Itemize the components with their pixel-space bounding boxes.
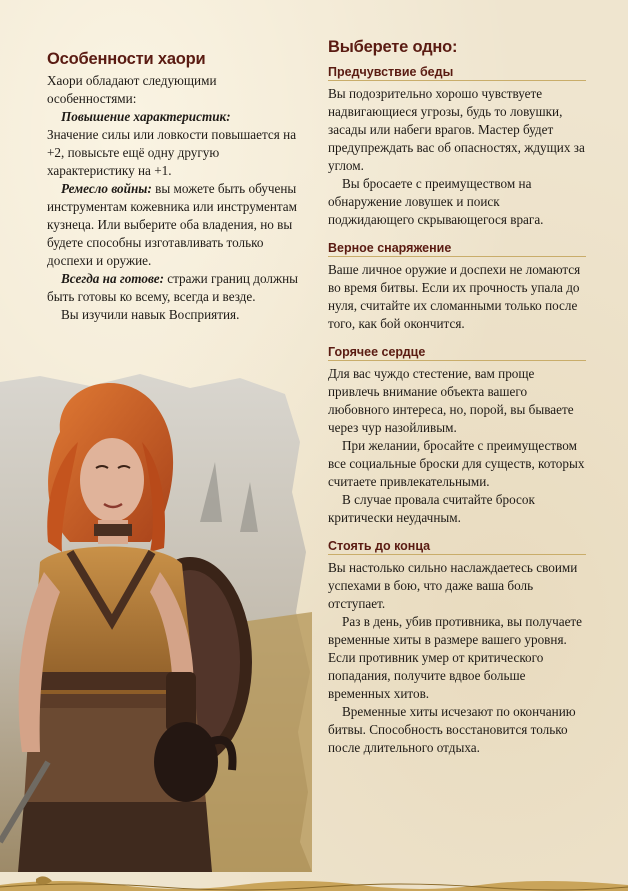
option-trusty-gear	[328, 241, 586, 333]
outro-text: Вы изучили навык Восприятия.	[61, 307, 240, 322]
trait-ability-increase	[47, 108, 300, 126]
choose-one-title: Выберете одно:	[328, 38, 458, 56]
trait-always-ready	[47, 270, 300, 306]
option-paragraph: В случае провала считайте бросок критически неудачным.	[328, 492, 535, 525]
trait-name: Повышение характеристик:	[61, 109, 231, 124]
option-paragraph: Вы бросаете с преимуществом на обнаружение ловушек и поиск поджидающего скрывающегося врага.	[328, 176, 544, 227]
option-hot-heart	[328, 345, 586, 527]
option-title: Верное снаряжение	[328, 241, 586, 257]
trait-craft-of-war	[47, 180, 300, 270]
left-column	[47, 50, 300, 324]
option-paragraph: Ваше личное оружие и доспехи не ломаются во время битвы. Если их прочность упала до нуля, считайте их сломанными только после того, как бой окончится.	[328, 262, 581, 331]
option-paragraph: При желании, бросайте с преимуществом все социальные броски для существ, которых считаете привлекательными.	[328, 438, 585, 489]
option-paragraph: Для вас чуждо стестение, вам проще привлечь внимание объекта вашего любовного интереса, но, порой, вы бываете через чур назойливым.	[328, 366, 574, 435]
intro-text: Хаори обладают следующими особенностями:	[47, 73, 217, 106]
trait-name: Всегда на готове:	[61, 271, 164, 286]
option-paragraph: Вы подозрительно хорошо чувствуете надвигающиеся угрозы, будь то ловушки, засады или набеги врагов. Мастер будет предупреждать вас об опасностях, ждущих за углом.	[328, 86, 585, 173]
option-paragraph: Раз в день, убив противника, вы получаете временные хиты в размере вашего уровня. Если противник умер от критического попадания, получите вдвое больше временных хитов.	[328, 614, 583, 701]
right-column	[328, 38, 586, 769]
trait-name: Ремесло войны:	[61, 181, 152, 196]
option-title: Горячее сердце	[328, 345, 586, 361]
option-title: Стоять до конца	[328, 539, 586, 555]
trait-text: вы можете быть обучены инструментам кожевника или инструментам кузнеца. Или выберите оба владения, но вы будете способны изготавливать только доспехи и оружие.	[47, 181, 298, 268]
option-paragraph: Вы настолько сильно наслаждаетесь своими успехами в бою, что даже ваша боль отступает.	[328, 560, 578, 611]
option-paragraph: Временные хиты исчезают по окончанию битвы. Способность восстановится только после длительного отдыха.	[328, 704, 576, 755]
option-sense-of-danger	[328, 65, 586, 229]
trait-text: стражи границ должны быть готовы ко всему, всегда и везде.	[47, 271, 299, 304]
section-title-haori-traits: Особенности хаори	[47, 50, 206, 68]
option-title: Предчувствие беды	[328, 65, 586, 81]
option-stand-to-the-end	[328, 539, 586, 757]
page-footer-ornament	[0, 873, 628, 891]
warrior-woman-illustration	[0, 372, 312, 872]
trait-text: Значение силы или ловкости повышается на +2, повысьте ещё одну другую характеристику на +1.	[47, 127, 297, 178]
